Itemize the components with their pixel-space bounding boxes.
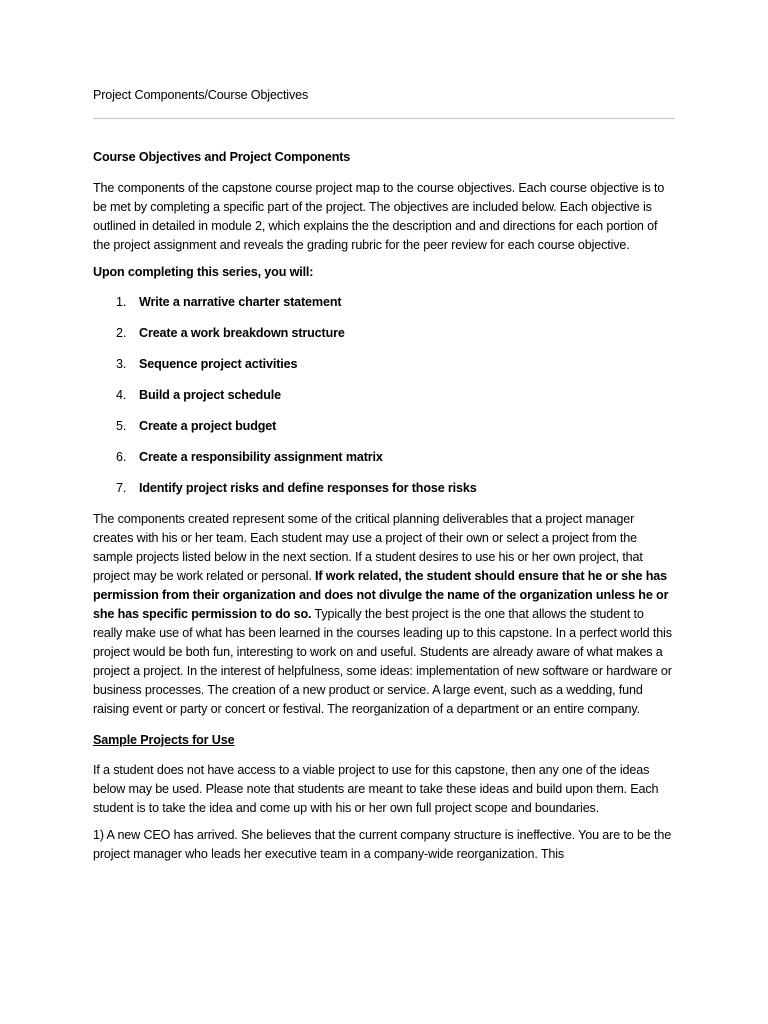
objectives-list bbox=[93, 293, 675, 498]
components-text-part1: The components created represent some of the critical planning deliverables that a project manager creates with his or her team. Each student may use a project of their own or select a project from the sample projects listed below in the next section. If a student desires to use his or her own project, that project may be work related or personal. bbox=[93, 512, 643, 583]
objective-item bbox=[93, 355, 675, 374]
header-divider bbox=[93, 118, 675, 119]
components-text-part2: Typically the best project is the one that allows the student to really make use of what has been learned in the courses leading up to this capstone. In a perfect world this project would be both fun, interesting to work on and useful. Students are already aware of what makes a project a project. In the interest of helpfulness, some ideas: implementation of new software or hardware or business processes. The creation of a new product or service. A large event, such as a wedding, fund raising event or party or concert or festival. The reorganization of a department or an entire company. bbox=[93, 607, 672, 716]
sample-projects-intro: If a student does not have access to a viable project to use for this capstone, then any one of the ideas below may be used. Please note that students are meant to take these ideas and build upon them. Each student is to take the idea and come up with his or her own full project scope and boundaries. bbox=[93, 763, 659, 815]
objective-number: 6. bbox=[116, 450, 127, 464]
objective-text: Create a project budget bbox=[139, 419, 277, 433]
components-bold-text: If work related, the student should ensure that he or she has permission from their organization and does not divulge the name of the organization unless he or she has specific permission to do so. bbox=[93, 569, 669, 621]
page-header-title: Project Components/Course Objectives bbox=[93, 88, 309, 102]
objective-item bbox=[93, 293, 675, 312]
objective-number: 3. bbox=[116, 357, 127, 371]
objective-text: Build a project schedule bbox=[139, 388, 281, 402]
objective-text: Sequence project activities bbox=[139, 357, 298, 371]
objective-number: 1. bbox=[116, 295, 127, 309]
objective-number: 4. bbox=[116, 388, 127, 402]
objective-number: 5. bbox=[116, 419, 127, 433]
objective-item bbox=[93, 448, 675, 467]
objective-number: 7. bbox=[116, 481, 127, 495]
sample-projects-heading: Sample Projects for Use bbox=[93, 733, 235, 747]
document-body bbox=[93, 148, 675, 872]
section-heading: Course Objectives and Project Components bbox=[93, 150, 351, 164]
objective-item bbox=[93, 386, 675, 405]
objective-item bbox=[93, 479, 675, 498]
objectives-lead: Upon completing this series, you will: bbox=[93, 265, 314, 279]
sample-project-item: 1) A new CEO has arrived. She believes that the current company structure is ineffective. You are to be the project manager who leads her executive team in a company-wide reorganization. This bbox=[93, 828, 672, 861]
objective-item bbox=[93, 324, 675, 343]
intro-paragraph: The components of the capstone course project map to the course objectives. Each course objective is to be met by completing a specific part of the project. The objectives are included below. Each objective is outlined in detailed in module 2, which explains the the description and and directions for each portion of the project assignment and reveals the grading rubric for the peer review for each course objective. bbox=[93, 181, 665, 252]
objective-item bbox=[93, 417, 675, 436]
objective-text: Create a responsibility assignment matrix bbox=[139, 450, 383, 464]
objective-text: Create a work breakdown structure bbox=[139, 326, 345, 340]
objective-text: Write a narrative charter statement bbox=[139, 295, 342, 309]
objective-number: 2. bbox=[116, 326, 127, 340]
objective-text: Identify project risks and define responses for those risks bbox=[139, 481, 477, 495]
components-paragraph bbox=[93, 510, 675, 719]
